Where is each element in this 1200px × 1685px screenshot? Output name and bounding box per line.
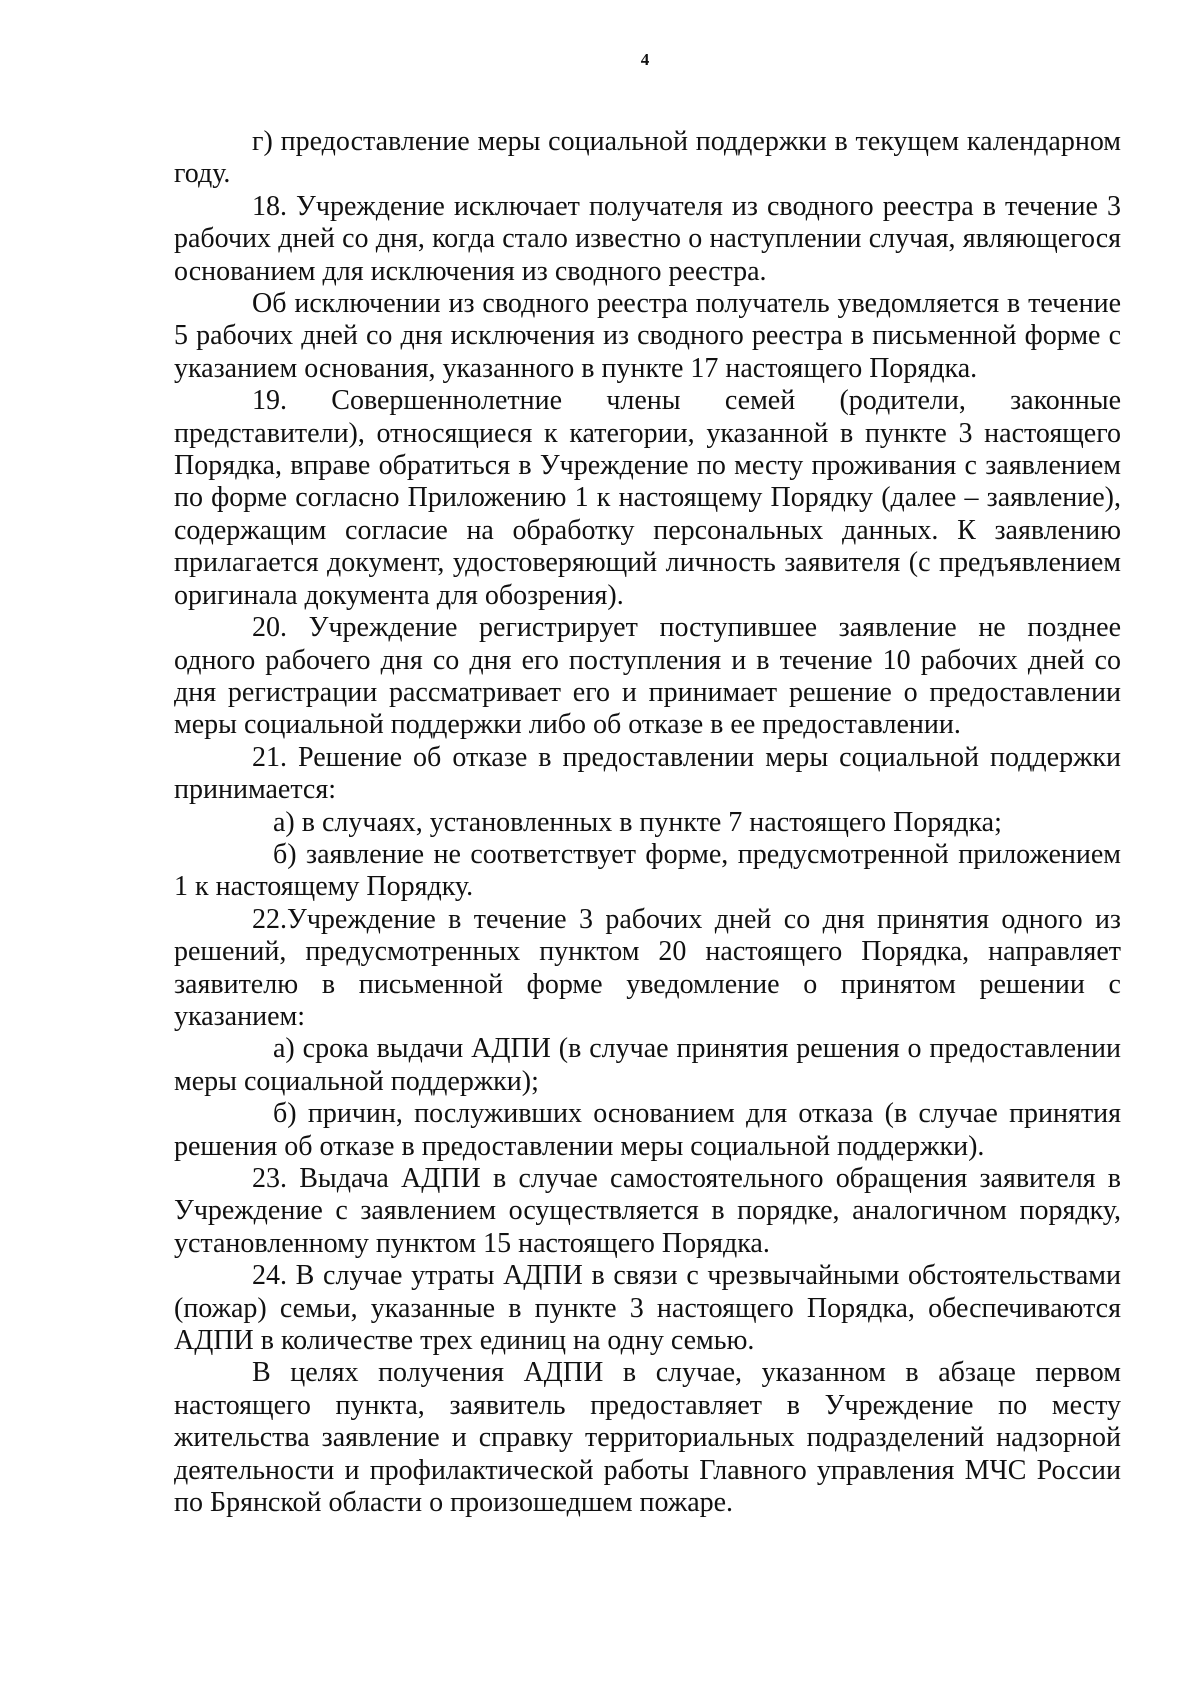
- document-body: [174, 126, 1121, 1519]
- paragraph-23: 23. Выдача АДПИ в случае самостоятельного обращения заявителя в Учреждение с заявлением осуществляется в порядке, аналогичном порядку, установленному пунктом 15 настоящего Порядка.: [174, 1163, 1121, 1259]
- paragraph-22-b: б) причин, послуживших основанием для отказа (в случае принятия решения об отказе в предоставлении меры социальной поддержки).: [174, 1098, 1121, 1162]
- paragraph-21: 21. Решение об отказе в предоставлении меры социальной поддержки принимается:: [174, 741, 1121, 806]
- paragraph-21-b: б) заявление не соответствует форме, предусмотренной приложением 1 к настоящему Порядку.: [174, 838, 1121, 903]
- paragraph-24: 24. В случае утраты АДПИ в связи с чрезвычайными обстоятельствами (пожар) семьи, указанные в пункте 3 настоящего Порядка, обеспечиваются АДПИ в количестве трех единиц на одну семью.: [174, 1260, 1121, 1357]
- paragraph-24-procedure: В целях получения АДПИ в случае, указанном в абзаце первом настоящего пункта, заявитель предоставляет в Учреждение по месту жительства заявление и справку территориальных подразделений надзорной деятельности и профилактической работы Главного управления МЧС России по Брянской области о произошедшем пожаре.: [174, 1357, 1121, 1519]
- paragraph-22: 22.Учреждение в течение 3 рабочих дней со дня принятия одного из решений, предусмотренных пунктом 20 настоящего Порядка, направляет заявителю в письменной форме уведомление о принятом решении с указанием:: [174, 903, 1121, 1032]
- page-number: 4: [640, 50, 650, 69]
- paragraph-g: г) предоставление меры социальной поддержки в текущем календарном году.: [174, 126, 1121, 190]
- paragraph-21-a: а) в случаях, установленных в пункте 7 настоящего Порядка;: [273, 806, 1002, 838]
- paragraph-19: 19. Совершеннолетние члены семей (родители, законные представители), относящиеся к категории, указанной в пункте 3 настоящего Порядка, вправе обратиться в Учреждение по месту проживания с заявлением по форме согласно Приложению 1 к настоящему Порядку (далее – заявление), содержащим согласие на обработку персональных данных. К заявлению прилагается документ, удостоверяющий личность заявителя (с предъявлением оригинала документа для обозрения).: [174, 385, 1121, 611]
- paragraph-18-notice: Об исключении из сводного реестра получатель уведомляется в течение 5 рабочих дней со дня исключения из сводного реестра в письменной форме с указанием основания, указанного в пункте 17 настоящего Порядка.: [174, 288, 1121, 384]
- paragraph-18: 18. Учреждение исключает получателя из сводного реестра в течение 3 рабочих дней со дня, когда стало известно о наступлении случая, являющегося основанием для исключения из сводного реестра.: [174, 190, 1121, 287]
- paragraph-22-a: а) срока выдачи АДПИ (в случае принятия решения о предоставлении меры социальной поддержки);: [174, 1033, 1121, 1097]
- paragraph-20: 20. Учреждение регистрирует поступившее заявление не позднее одного рабочего дня со дня его поступления и в течение 10 рабочих дней со дня регистрации рассматривает его и принимает решение о предоставлении меры социальной поддержки либо об отказе в ее предоставлении.: [174, 612, 1121, 741]
